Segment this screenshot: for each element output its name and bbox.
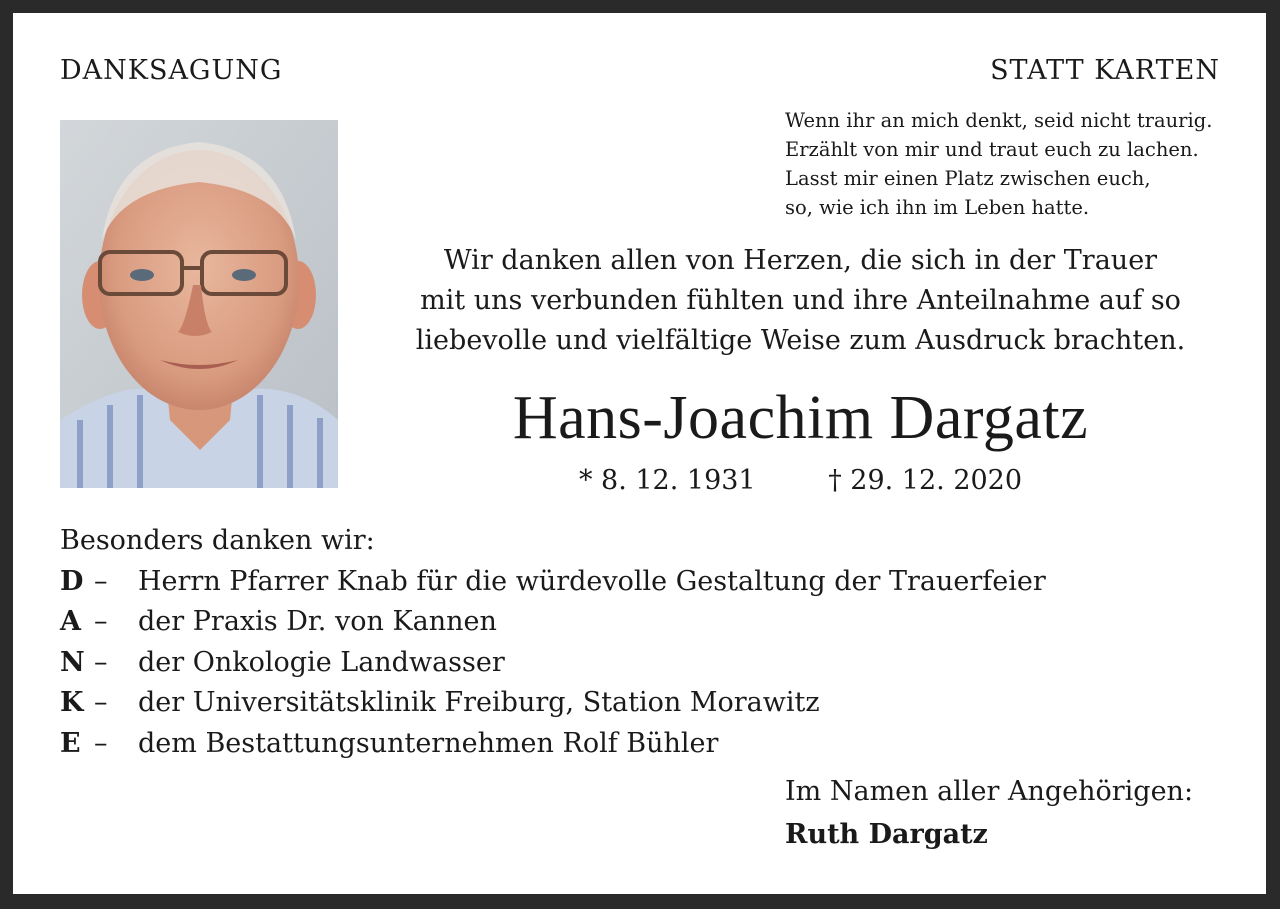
poem-line: so, wie ich ihn im Leben hatte. — [785, 196, 1090, 219]
poem-line: Erzählt von mir und traut euch zu lachen. — [785, 138, 1199, 161]
signature-name: Ruth Dargatz — [785, 819, 988, 850]
dash: – — [94, 606, 108, 638]
dash: – — [94, 727, 108, 759]
acrostic-letter: A — [60, 606, 81, 638]
thanks-text: der Universitätsklinik Freiburg, Station Morawitz — [138, 687, 820, 719]
dash: – — [94, 646, 108, 678]
thanks-title: Besonders danken wir: — [60, 525, 375, 556]
list-item — [60, 683, 1046, 724]
life-dates — [373, 465, 1228, 496]
intro-line: liebevolle und vielfältige Weise zum Ausdruck brachten. — [415, 325, 1186, 356]
list-item — [60, 561, 1046, 602]
deceased-name: Hans-Joachim Dargatz — [512, 384, 1089, 452]
acrostic-letter: E — [60, 727, 81, 759]
thanks-list — [60, 561, 1046, 764]
list-item — [60, 642, 1046, 683]
header-right: STATT KARTEN — [990, 55, 1220, 86]
list-item — [60, 602, 1046, 643]
intro-line: mit uns verbunden fühlten und ihre Anteilnahme auf so — [420, 285, 1181, 316]
poem-line: Lasst mir einen Platz zwischen euch, — [785, 167, 1151, 190]
poem-line: Wenn ihr an mich denkt, seid nicht traurig. — [785, 109, 1213, 132]
thanks-text: dem Bestattungsunternehmen Rolf Bühler — [138, 727, 719, 759]
header-left: DANKSAGUNG — [60, 55, 283, 86]
intro-text — [383, 241, 1218, 361]
thanks-text: der Praxis Dr. von Kannen — [138, 606, 497, 638]
dash: – — [94, 565, 108, 597]
intro-line: Wir danken allen von Herzen, die sich in der Trauer — [443, 245, 1158, 276]
signature-line: Im Namen aller Angehörigen: — [785, 776, 1194, 807]
thanks-text: Herrn Pfarrer Knab für die würdevolle Gestaltung der Trauerfeier — [138, 565, 1046, 597]
acrostic-letter: K — [60, 687, 84, 719]
list-item — [60, 723, 1046, 764]
death-date: † 29. 12. 2020 — [828, 465, 1023, 496]
portrait-photo — [60, 120, 338, 488]
birth-date: * 8. 12. 1931 — [578, 465, 756, 496]
poem — [785, 106, 1212, 222]
acrostic-letter: N — [60, 646, 85, 678]
thanks-text: der Onkologie Landwasser — [138, 646, 505, 678]
acrostic-letter: D — [60, 565, 84, 597]
obituary-card — [13, 13, 1266, 894]
dash: – — [94, 687, 108, 719]
